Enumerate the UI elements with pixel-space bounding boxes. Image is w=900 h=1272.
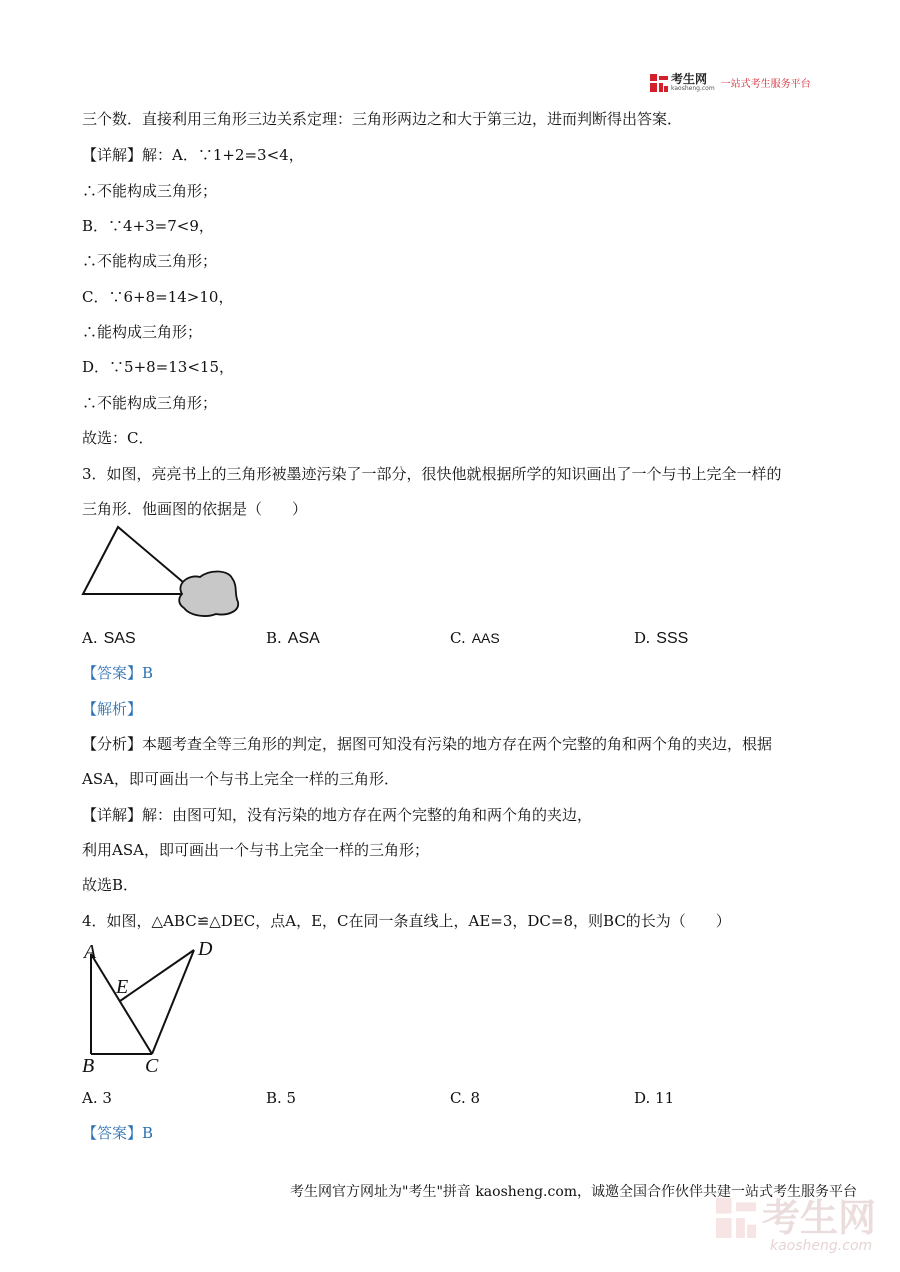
watermark-logo-icon (716, 1196, 756, 1240)
q4-answer: 【答案】B (82, 1124, 154, 1142)
header-slogan: 一站式考生服务平台 (720, 79, 811, 90)
q3-analysis-2: ASA，即可画出一个与书上完全一样的三角形． (82, 770, 399, 788)
text-line: ∴不能构成三角形； (82, 394, 218, 412)
kaosheng-logo-icon (650, 74, 668, 92)
q3-choice: 故选B． (82, 876, 139, 894)
q3-figure (78, 522, 243, 622)
q4-label-e: E (116, 976, 129, 998)
logo-subtext: kaosheng.com (671, 85, 715, 92)
q3-option-d: D. SSS (634, 629, 689, 647)
question-3-stem: 3．如图，亮亮书上的三角形被墨迹污染了一部分，很快他就根据所学的知识画出了一个与书上完全一样的 (82, 465, 782, 483)
q4-label-c: C (145, 1055, 159, 1077)
question-3-stem-cont: 三角形．他画图的依据是（ ） (82, 500, 308, 518)
q4-option-d: D. 11 (634, 1089, 675, 1107)
q3-analysis-1: 【分析】本题考查全等三角形的判定，据图可知没有污染的地方存在两个完整的角和两个角的夹边，根据 (82, 735, 773, 753)
q4-label-a: A (84, 941, 97, 963)
q3-answer: 【答案】B (82, 664, 154, 682)
detail-line-d: D．∵5+8=13<15， (82, 358, 234, 376)
q3-option-a: A. SAS (82, 629, 136, 647)
q4-label-b: B (82, 1055, 95, 1077)
watermark-subtext: kaosheng.com (770, 1238, 873, 1254)
text-line: 三个数．直接利用三角形三边关系定理：三角形两边之和大于第三边，进而判断得出答案． (82, 110, 683, 128)
q3-detail-2: 利用ASA，即可画出一个与书上完全一样的三角形； (82, 841, 429, 859)
watermark-text: 考生网 (762, 1196, 877, 1240)
text-line: ∴能构成三角形； (82, 323, 203, 341)
q3-option-c: C. AAS (450, 629, 500, 647)
segment-ac (91, 954, 152, 1054)
q4-option-c: C. 8 (450, 1089, 481, 1107)
watermark (716, 1196, 876, 1240)
q4-option-b: B. 5 (266, 1089, 297, 1107)
question-4-stem: 4．如图，△ABC≌△DEC，点A，E，C在同一条直线上，AE=3，DC=8，则BC的长为（ ） (82, 912, 731, 930)
detail-line-a: 【详解】解：A．∵1+2=3<4， (82, 146, 304, 164)
logo-text: 考生网 kaosheng.com (671, 72, 715, 92)
q3-option-b: B. ASA (266, 629, 320, 647)
header-logo (650, 73, 811, 92)
footer-text: 考生网官方网址为"考生"拼音 kaosheng.com，诚邀全国合作伙伴共建一站式考生服务平台 (290, 1184, 858, 1200)
choice-line: 故选：C． (82, 429, 154, 447)
q4-option-a: A. 3 (82, 1089, 112, 1107)
q3-detail-1: 【详解】解：由图可知，没有污染的地方存在两个完整的角和两个角的夹边， (82, 806, 593, 824)
detail-line-c: C．∵6+8=14>10， (82, 288, 234, 306)
detail-line-b: B．∵4+3=7<9， (82, 217, 214, 235)
q4-label-d: D (198, 938, 213, 960)
text-line: ∴不能构成三角形； (82, 252, 218, 270)
q3-triangle-sides (83, 527, 190, 594)
q3-jiexi-label: 【解析】 (82, 700, 143, 718)
ink-blot (179, 571, 238, 616)
text-line: ∴不能构成三角形； (82, 182, 218, 200)
